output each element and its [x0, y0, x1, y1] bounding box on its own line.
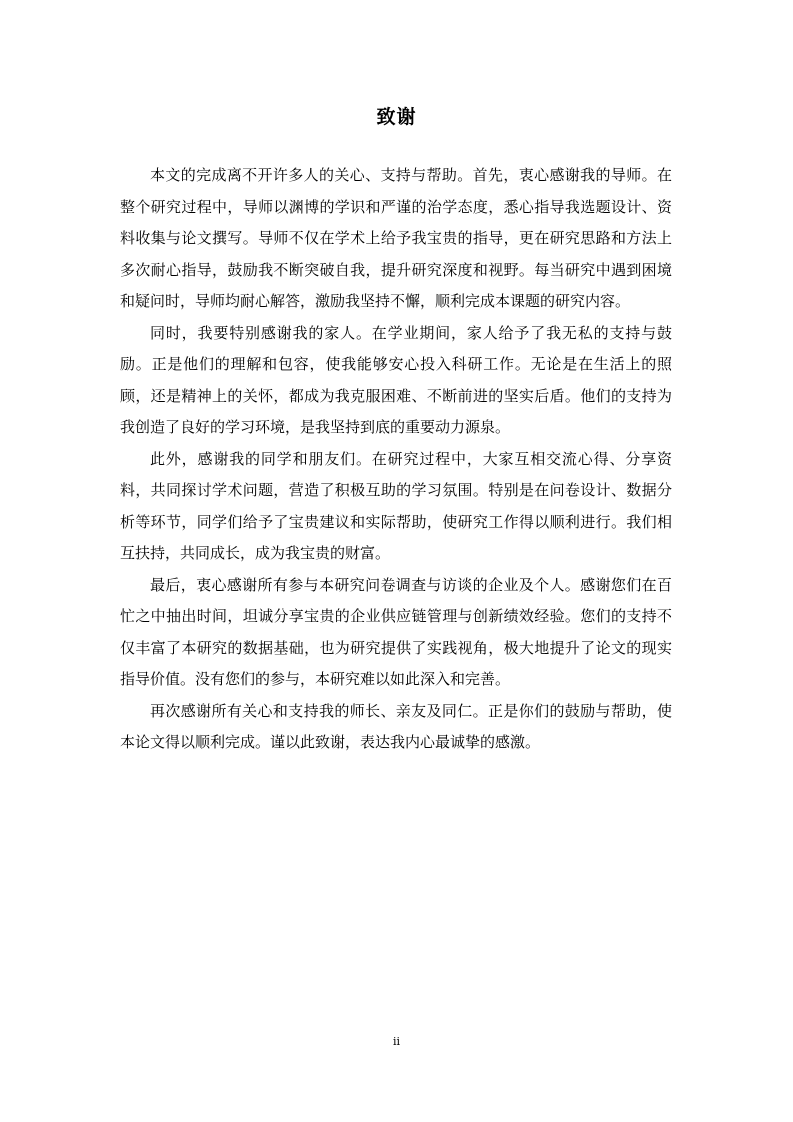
paragraph-closing: 再次感谢所有关心和支持我的师长、亲友及同仁。正是你们的鼓励与帮助，使本论文得以顺利完成。谨以此致谢，表达我内心最诚挚的感激。 [120, 701, 672, 751]
paragraph-classmates: 此外，感谢我的同学和朋友们。在研究过程中，大家互相交流心得、分享资料，共同探讨学术问题，营造了积极互助的学习氛围。特别是在问卷设计、数据分析等环节，同学们给予了宝贵建议和实际帮助，使研究工作得以顺利进行。我们相互扶持，共同成长，成为我宝贵的财富。 [120, 449, 672, 562]
acknowledgement-body [120, 160, 672, 759]
page-title: 致谢 [376, 106, 417, 128]
page-number: ii [392, 1035, 401, 1048]
paragraph-participants: 最后，衷心感谢所有参与本研究问卷调查与访谈的企业及个人。感谢您们在百忙之中抽出时间，坦诚分享宝贵的企业供应链管理与创新绩效经验。您们的支持不仅丰富了本研究的数据基础，也为研究提供了实践视角，极大地提升了论文的现实指导价值。没有您们的参与，本研究难以如此深入和完善。 [120, 575, 672, 688]
paragraph-advisor: 本文的完成离不开许多人的关心、支持与帮助。首先，衷心感谢我的导师。在整个研究过程中，导师以渊博的学识和严谨的治学态度，悉心指导我选题设计、资料收集与论文撰写。导师不仅在学术上给予我宝贵的指导，更在研究思路和方法上多次耐心指导，鼓励我不断突破自我，提升研究深度和视野。每当研究中遇到困境和疑问时，导师均耐心解答，激励我坚持不懈，顺利完成本课题的研究内容。 [120, 166, 672, 310]
paragraph-family: 同时，我要特别感谢我的家人。在学业期间，家人给予了我无私的支持与鼓励。正是他们的理解和包容，使我能够安心投入科研工作。无论是在生活上的照顾，还是精神上的关怀，都成为我克服困难、不断前进的坚实后盾。他们的支持为我创造了良好的学习环境，是我坚持到底的重要动力源泉。 [120, 323, 672, 436]
